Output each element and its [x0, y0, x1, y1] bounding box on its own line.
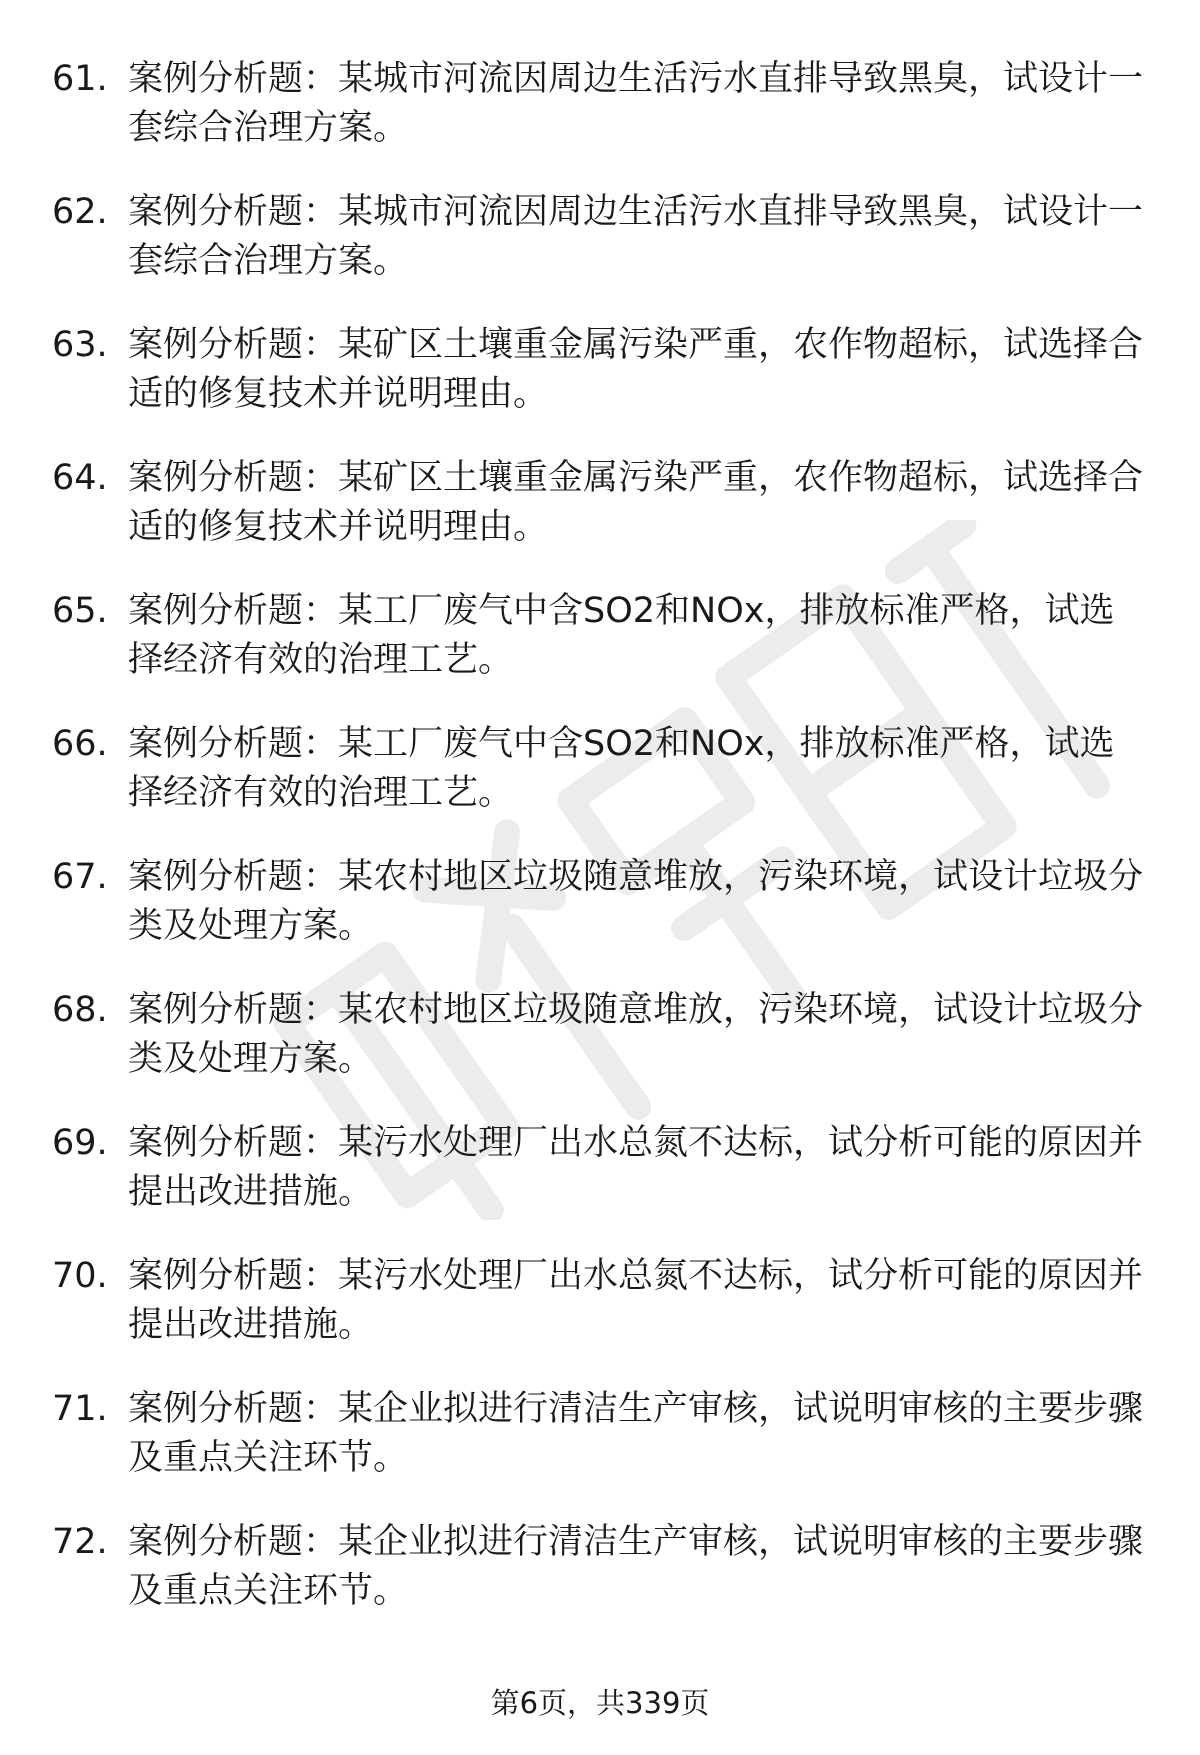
- question-item: [0, 1385, 1200, 1518]
- question-item: [0, 986, 1200, 1119]
- question-item: [0, 853, 1200, 986]
- question-text: 案例分析题：某农村地区垃圾随意堆放，污染环境，试设计垃圾分类及处理方案。: [128, 990, 1144, 1079]
- question-text: 案例分析题：某工厂废气中含SO2和NOx，排放标准严格，试选择经济有效的治理工艺。: [128, 591, 1115, 680]
- question-item: [0, 454, 1200, 587]
- question-number: 62.: [52, 192, 108, 232]
- question-item: [0, 188, 1200, 321]
- question-text: 案例分析题：某企业拟进行清洁生产审核，试说明审核的主要步骤及重点关注环节。: [128, 1522, 1144, 1611]
- question-number: 67.: [52, 857, 108, 897]
- question-number: 71.: [52, 1389, 108, 1429]
- question-text: 案例分析题：某矿区土壤重金属污染严重，农作物超标，试选择合适的修复技术并说明理由。: [128, 458, 1144, 547]
- question-item: [0, 1252, 1200, 1385]
- question-number: 69.: [52, 1123, 108, 1163]
- question-item: [0, 587, 1200, 720]
- question-text: 案例分析题：某企业拟进行清洁生产审核，试说明审核的主要步骤及重点关注环节。: [128, 1389, 1144, 1478]
- question-number: 63.: [52, 325, 108, 365]
- page-footer: 第6页，共339页: [490, 1686, 710, 1720]
- question-number: 61.: [52, 59, 108, 99]
- question-item: [0, 55, 1200, 188]
- question-text: 案例分析题：某城市河流因周边生活污水直排导致黑臭，试设计一套综合治理方案。: [128, 59, 1144, 148]
- question-number: 70.: [52, 1256, 108, 1296]
- question-text: 案例分析题：某矿区土壤重金属污染严重，农作物超标，试选择合适的修复技术并说明理由。: [128, 325, 1144, 414]
- question-list: [0, 55, 1200, 1651]
- question-number: 65.: [52, 591, 108, 631]
- question-number: 66.: [52, 724, 108, 764]
- question-number: 68.: [52, 990, 108, 1030]
- question-number: 64.: [52, 458, 108, 498]
- question-item: [0, 1119, 1200, 1252]
- question-number: 72.: [52, 1522, 108, 1562]
- question-text: 案例分析题：某污水处理厂出水总氮不达标，试分析可能的原因并提出改进措施。: [128, 1256, 1144, 1345]
- question-item: [0, 1518, 1200, 1651]
- question-text: 案例分析题：某城市河流因周边生活污水直排导致黑臭，试设计一套综合治理方案。: [128, 192, 1144, 281]
- question-item: [0, 720, 1200, 853]
- question-item: [0, 321, 1200, 454]
- question-text: 案例分析题：某工厂废气中含SO2和NOx，排放标准严格，试选择经济有效的治理工艺。: [128, 724, 1115, 813]
- question-text: 案例分析题：某农村地区垃圾随意堆放，污染环境，试设计垃圾分类及处理方案。: [128, 857, 1144, 946]
- question-text: 案例分析题：某污水处理厂出水总氮不达标，试分析可能的原因并提出改进措施。: [128, 1123, 1144, 1212]
